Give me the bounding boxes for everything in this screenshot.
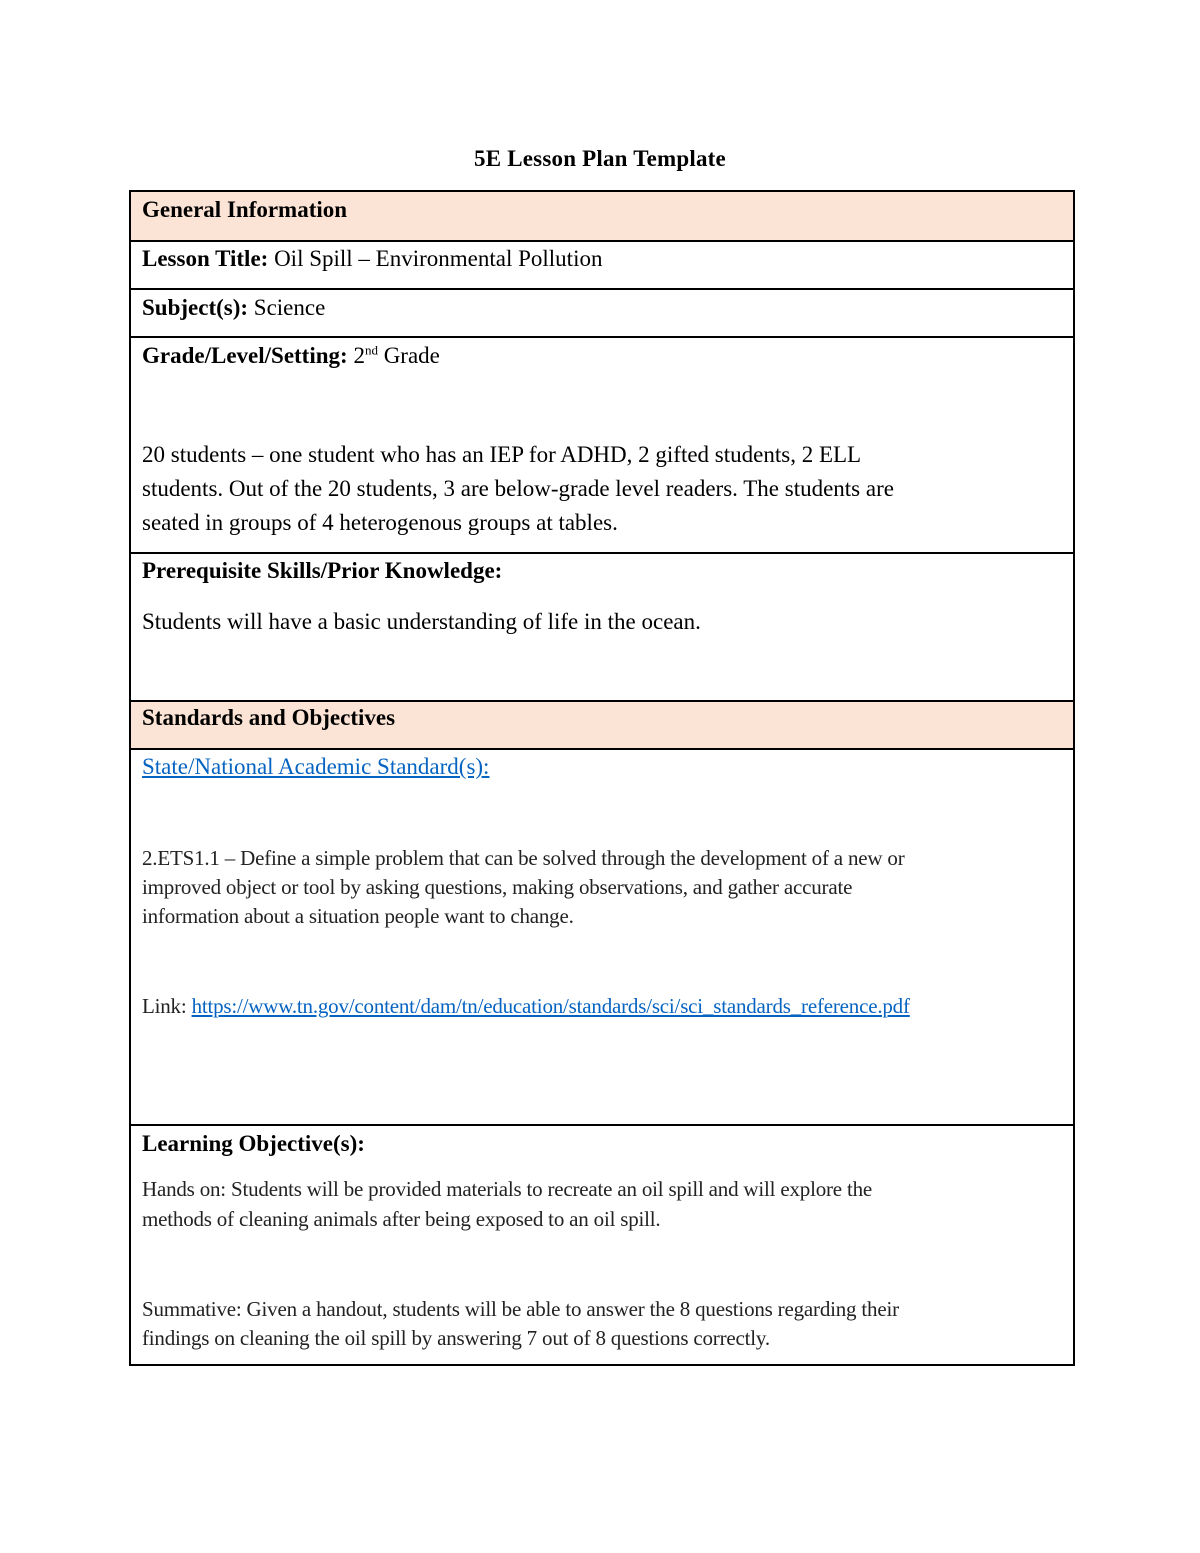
subject-row	[131, 290, 1073, 338]
standards-reference-link[interactable]: https://www.tn.gov/content/dam/tn/education/standards/sci/sci_standards_reference.pdf	[191, 994, 910, 1018]
prerequisite-row	[131, 554, 1073, 702]
prerequisite-label: Prerequisite Skills/Prior Knowledge:	[142, 558, 503, 583]
subject-label: Subject(s):	[142, 295, 249, 320]
grade-level-setting-row	[131, 338, 1073, 554]
summative-line-1: Summative: Given a handout, students will be able to answer the 8 questions regarding their	[142, 1297, 899, 1321]
standard-line-2: improved object or tool by asking questions, making observations, and gather accurate	[142, 875, 853, 899]
lesson-title-value: Oil Spill – Environmental Pollution	[274, 246, 603, 271]
document-title: 5E Lesson Plan Template	[474, 146, 726, 171]
summative-line-2: findings on cleaning the oil spill by answering 7 out of 8 questions correctly.	[142, 1326, 770, 1350]
general-information-header	[131, 192, 1073, 242]
standards-objectives-header	[131, 702, 1073, 750]
grade-line	[142, 339, 1059, 373]
subject-line	[142, 291, 1059, 325]
hands-on-line-1: Hands on: Students will be provided materials to recreate an oil spill and will explore the	[142, 1177, 873, 1201]
learning-objectives-row	[131, 1126, 1073, 1364]
lesson-title-label: Lesson Title:	[142, 246, 269, 271]
grade-label: Grade/Level/Setting:	[142, 343, 348, 368]
setting-line-2: students. Out of the 20 students, 3 are below-grade level readers. The students are	[142, 476, 894, 501]
standards-link-line	[142, 992, 1059, 1022]
grade-number: 2	[353, 343, 365, 368]
hands-on-line-2: methods of cleaning animals after being exposed to an oil spill.	[142, 1207, 661, 1231]
grade-suffix: nd	[364, 342, 378, 358]
lesson-title-row	[131, 242, 1073, 290]
setting-line-3: seated in groups of 4 heterogenous groups at tables.	[142, 510, 618, 535]
lesson-plan-table	[129, 190, 1075, 1366]
general-information-heading: General Information	[142, 197, 348, 222]
learning-objectives-label: Learning Objective(s):	[142, 1131, 365, 1156]
grade-word: Grade	[383, 343, 440, 368]
academic-standards-row	[131, 750, 1073, 1126]
standards-link-prefix: Link:	[142, 994, 187, 1018]
subject-value: Science	[253, 295, 326, 320]
lesson-title-line	[142, 242, 1059, 276]
standards-objectives-heading: Standards and Objectives	[142, 705, 396, 730]
academic-standards-link[interactable]: State/National Academic Standard(s):	[142, 754, 490, 779]
standard-line-1: 2.ETS1.1 – Define a simple problem that can be solved through the development of a new or	[142, 846, 905, 870]
prerequisite-value: Students will have a basic understanding of life in the ocean.	[142, 609, 701, 634]
standard-line-3: information about a situation people want to change.	[142, 904, 574, 928]
setting-line-1: 20 students – one student who has an IEP for ADHD, 2 gifted students, 2 ELL	[142, 442, 862, 467]
